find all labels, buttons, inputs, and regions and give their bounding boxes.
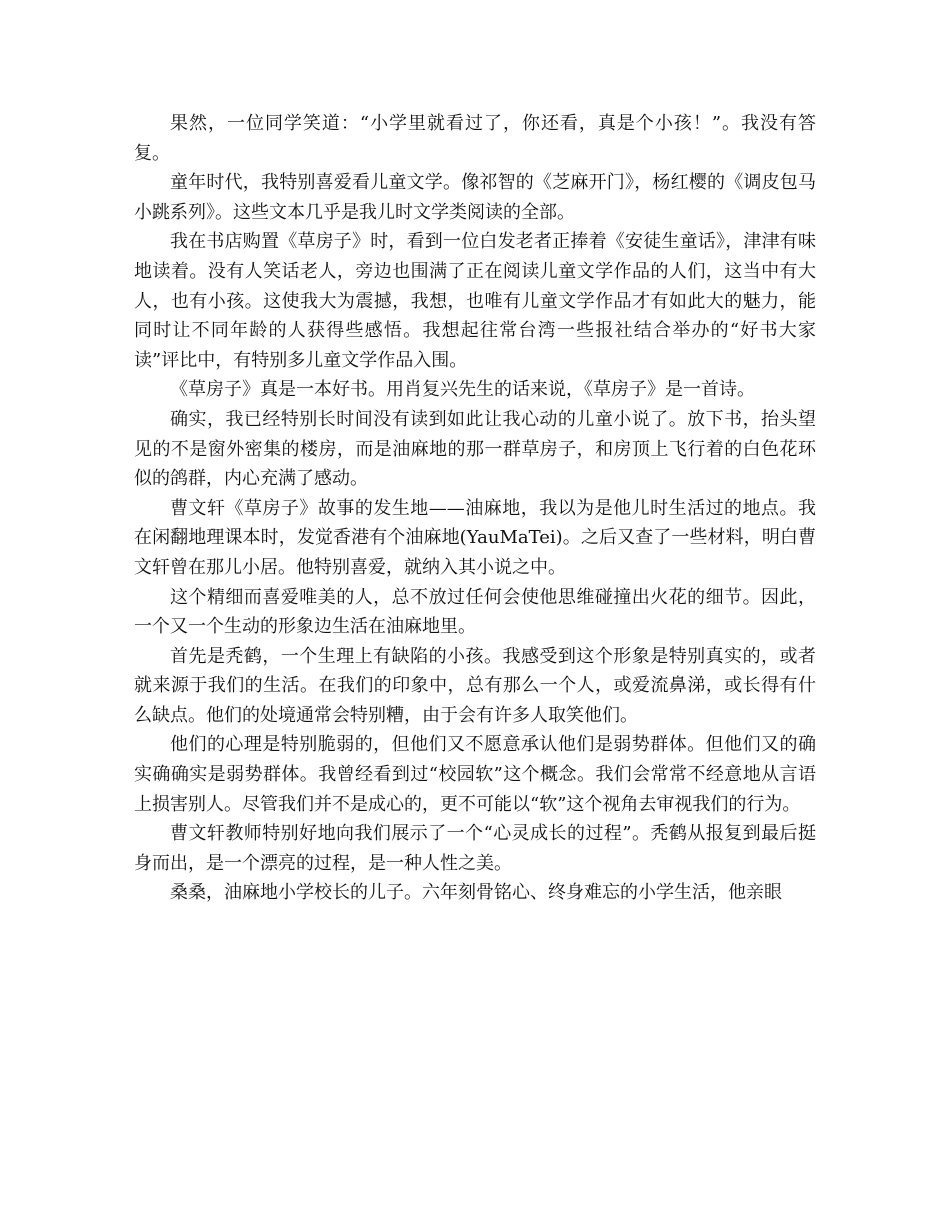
paragraph: 童年时代，我特别喜爱看儿童文学。像祁智的《芝麻开门》，杨红樱的《调皮包马小跳系列》。这些文本几乎是我儿时文学类阅读的全部。: [134, 172, 816, 223]
paragraph: 我在书店购置《草房子》时，看到一位白发老者正捧着《安徒生童话》，津津有味地读着。没有人笑话老人，旁边也围满了正在阅读儿童文学作品的人们，这当中有大人，也有小孩。这使我大为震撼，我想，也唯有儿童文学作品才有如此大的魅力，能同时让不同年龄的人获得些感悟。我想起往常台湾一些报社结合举办的“好书大家读”评比中，有特别多儿童文学作品入围。: [134, 231, 816, 371]
body-text: [134, 109, 816, 908]
paragraph: 果然，一位同学笑道：“小学里就看过了，你还看，真是个小孩！”。我没有答复。: [134, 113, 816, 164]
paragraph: 《草房子》真是一本好书。用肖复兴先生的话来说，《草房子》是一首诗。: [170, 379, 755, 401]
paragraph: 确实，我已经特别长时间没有读到如此让我心动的儿童小说了。放下书，抬头望见的不是窗外密集的楼房，而是油麻地的那一群草房子，和房顶上飞行着的白色花环似的鸽群，内心充满了感动。: [134, 408, 816, 490]
paragraph: 首先是秃鹤，一个生理上有缺陷的小孩。我感受到这个形象是特别真实的，或者就来源于我们的生活。在我们的印象中，总有那么一个人，或爱流鼻涕，或长得有什么缺点。他们的处境通常会特别糟，由于会有许多人取笑他们。: [134, 645, 816, 726]
paragraph: 桑桑，油麻地小学校长的儿子。六年刻骨铭心、终身难忘的小学生活，他亲眼: [170, 882, 782, 904]
paragraph: 曹文轩《草房子》故事的发生地——油麻地，我以为是他儿时生活过的地点。我在闲翻地理课本时，发觉香港有个油麻地(YauMaTei)。之后又查了一些材料，明白曹文轩曾在那儿小居。他特别喜爱，就纳入其小说之中。: [134, 497, 816, 578]
paragraph: 这个精细而喜爱唯美的人，总不放过任何会使他思维碰撞出火花的细节。因此，一个又一个生动的形象边生活在油麻地里。: [134, 586, 816, 638]
paragraph: 曹文轩教师特别好地向我们展示了一个“心灵成长的过程”。秃鹤从报复到最后挺身而出，是一个漂亮的过程，是一种人性之美。: [134, 823, 816, 874]
paragraph: 他们的心理是特别脆弱的，但他们又不愿意承认他们是弱势群体。但他们又的确实确确实是弱势群体。我曾经看到过“校园软”这个概念。我们会常常不经意地从言语上损害别人。尽管我们并不是成心的，更不可能以“软”这个视角去审视我们的行为。: [134, 734, 816, 815]
